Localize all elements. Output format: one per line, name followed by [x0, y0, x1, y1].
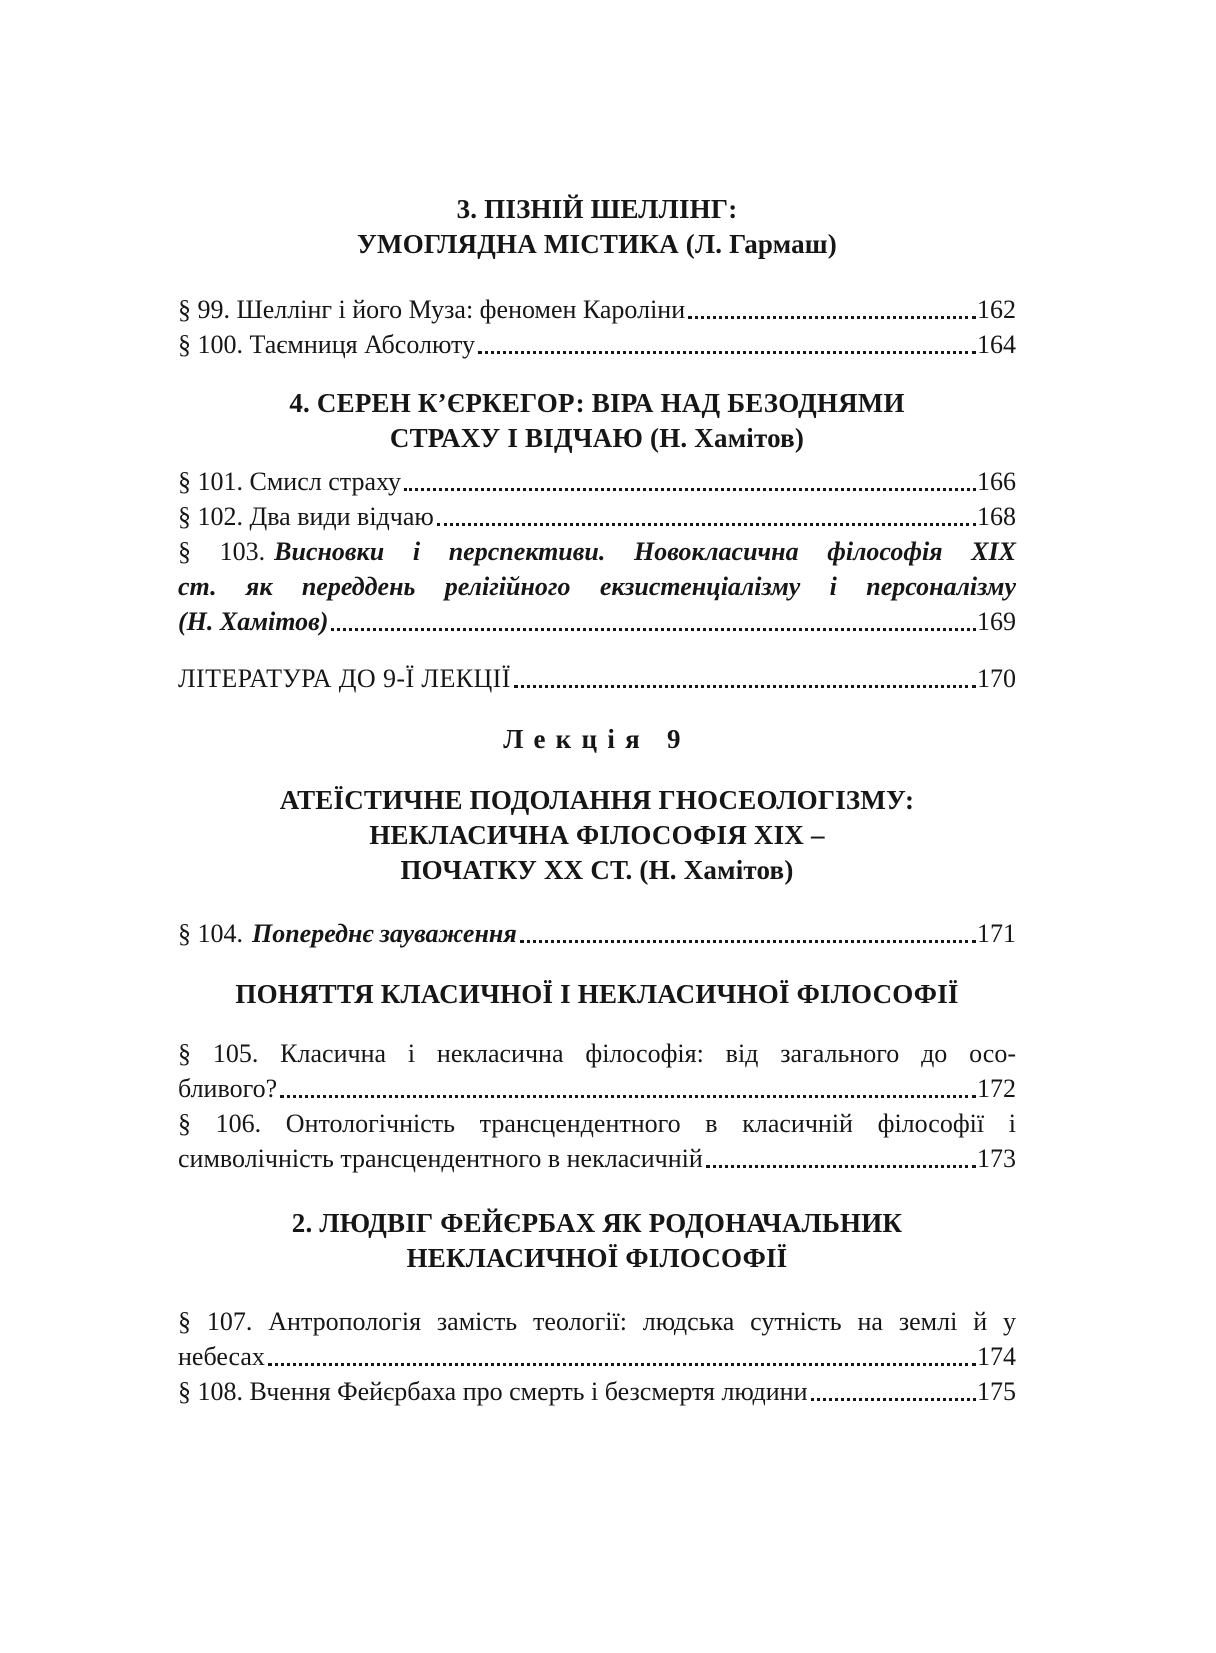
toc-section	[178, 1304, 1016, 1409]
toc-line	[178, 1339, 1016, 1374]
entry-text: небесах	[178, 1342, 265, 1371]
toc-entry	[178, 1374, 1016, 1409]
dot-leader	[520, 916, 976, 943]
toc-line	[178, 569, 1016, 604]
toc-entry	[178, 1106, 1016, 1176]
toc-line	[178, 661, 1016, 696]
page-number: 168	[977, 502, 1016, 531]
section-heading-line: АТЕЇСТИЧНЕ ПОДОЛАННЯ ГНОСЕОЛОГІЗМУ:	[279, 785, 915, 815]
toc-entry	[178, 499, 1016, 534]
page-number: 174	[977, 1342, 1016, 1371]
toc-entry	[178, 327, 1016, 362]
toc-section	[178, 1036, 1016, 1176]
toc-line	[178, 1106, 1016, 1141]
entry-text: ЛІТЕРАТУРА ДО 9-Ї ЛЕКЦІЇ	[178, 664, 511, 693]
page-number: 164	[977, 330, 1016, 359]
toc-section	[178, 916, 1016, 951]
toc-entry	[178, 661, 1016, 696]
entry-text: § 102. Два види відчаю	[178, 502, 434, 531]
dot-leader	[268, 1339, 976, 1366]
entry-text: Попереднє зауваження	[252, 919, 517, 948]
entry-text: § 99. Шеллінг і його Муза: феномен Кароліни	[178, 295, 686, 324]
heading-section	[178, 977, 1016, 1012]
entry-text: Висновки і перспективи. Новокласична філософія XIX	[274, 537, 1017, 566]
toc-line	[178, 464, 1016, 499]
dot-leader	[514, 661, 976, 688]
toc-line	[178, 1036, 1016, 1071]
page-number: 166	[977, 467, 1016, 496]
page-number: 175	[977, 1377, 1016, 1406]
toc-line	[178, 916, 1016, 951]
page-number: 172	[977, 1074, 1016, 1103]
section-heading-line: НЕКЛАСИЧНОЇ ФІЛОСОФІЇ	[406, 1243, 788, 1273]
section-heading-line: 4. СЕРЕН К’ЄРКЕГОР: ВІРА НАД БЕЗОДНЯМИ	[289, 388, 905, 418]
dot-leader	[706, 1141, 976, 1168]
dot-leader	[478, 327, 976, 354]
toc-entry	[178, 1304, 1016, 1374]
dot-leader	[331, 604, 976, 631]
toc-line	[178, 604, 1016, 639]
entry-prefix: § 104.	[178, 919, 243, 948]
heading-section	[178, 386, 1016, 456]
toc-line	[178, 499, 1016, 534]
page-number: 162	[977, 295, 1016, 324]
toc-section	[178, 661, 1016, 696]
entry-text: § 100. Таємниця Абсолюту	[178, 330, 476, 359]
toc-line	[178, 1141, 1016, 1176]
page-number: 173	[977, 1144, 1016, 1173]
toc-section	[178, 464, 1016, 639]
dot-leader	[811, 1374, 977, 1401]
toc-entry	[178, 534, 1016, 639]
entry-text: § 108. Вчення Фейєрбаха про смерть і безсмертя людини	[178, 1377, 808, 1406]
heading-section	[178, 192, 1016, 262]
dot-leader	[404, 464, 976, 491]
heading-section	[178, 783, 1016, 888]
toc-section	[178, 292, 1016, 362]
toc-line	[178, 534, 1016, 569]
lecture-title-section	[178, 722, 1016, 757]
page-number: 169	[977, 607, 1016, 636]
toc-entry	[178, 292, 1016, 327]
toc-line	[178, 327, 1016, 362]
toc-line	[178, 292, 1016, 327]
section-heading-line: 3. ПІЗНІЙ ШЕЛЛІНГ:	[456, 194, 738, 224]
section-heading-line: СТРАХУ І ВІДЧАЮ (Н. Хамітов)	[389, 423, 805, 453]
entry-text: ст. як переддень релігійного екзистенціалізму і персоналізму	[178, 572, 1016, 601]
toc-line	[178, 1304, 1016, 1339]
entry-text: бливого?	[178, 1074, 278, 1103]
section-heading-line: ПОНЯТТЯ КЛАСИЧНОЇ І НЕКЛАСИЧНОЇ ФІЛОСОФІЇ	[235, 979, 959, 1009]
toc-entry	[178, 464, 1016, 499]
entry-text: § 105. Класична і некласична філософія: від загального до осо-	[178, 1039, 1016, 1068]
page-number: 171	[977, 919, 1016, 948]
heading-section	[178, 1206, 1016, 1276]
toc-line	[178, 1374, 1016, 1409]
toc-entry	[178, 916, 1016, 951]
dot-leader	[688, 292, 976, 319]
section-heading-line: УМОГЛЯДНА МІСТИКА (Л. Гармаш)	[357, 229, 837, 259]
dot-leader	[280, 1071, 976, 1098]
entry-text: § 107. Антропологія замість теології: людська сутність на землі й у	[178, 1307, 1016, 1336]
dot-leader	[437, 499, 976, 526]
entry-text: (Н. Хамітов)	[178, 607, 329, 636]
section-heading-line: НЕКЛАСИЧНА ФІЛОСОФІЯ XIX –	[369, 820, 825, 850]
section-heading-line: ПОЧАТКУ XX СТ. (Н. Хамітов)	[400, 855, 794, 885]
entry-text: § 101. Смисл страху	[178, 467, 401, 496]
lecture-title: Лекція 9	[503, 724, 691, 754]
entry-text: § 106. Онтологічність трансцендентного в класичній філософії і	[178, 1109, 1016, 1138]
toc-entry	[178, 1036, 1016, 1106]
entry-text: символічність трансцендентного в некласичній	[178, 1144, 703, 1173]
entry-prefix: § 103.	[178, 537, 266, 566]
page-number: 170	[977, 664, 1016, 693]
section-heading-line: 2. ЛЮДВІГ ФЕЙЄРБАХ ЯК РОДОНАЧАЛЬНИК	[291, 1208, 903, 1238]
toc-line	[178, 1071, 1016, 1106]
